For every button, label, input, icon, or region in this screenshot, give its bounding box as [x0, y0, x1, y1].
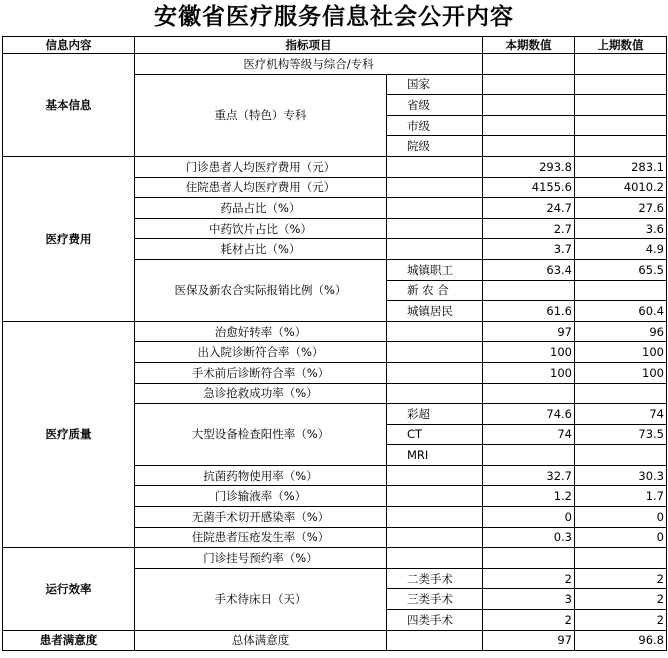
disclosure-table — [2, 36, 667, 651]
sub-item: 二类手术 — [387, 568, 483, 589]
current-value: 0 — [483, 507, 575, 528]
previous-value — [575, 280, 667, 301]
specialty-level: 院级 — [387, 136, 483, 157]
page-title: 安徽省医疗服务信息社会公开内容 — [154, 3, 514, 30]
current-value: 97 — [483, 321, 575, 342]
hospital-level: 医疗机构等级与综合/专科 — [135, 54, 483, 75]
current-value: 97 — [483, 630, 575, 651]
previous-value: 4010.2 — [575, 177, 667, 198]
sub-item: MRI — [387, 445, 483, 466]
current-value: 3 — [483, 589, 575, 610]
indicator-name: 急诊抢救成功率（%） — [135, 383, 387, 404]
header-indicator: 指标项目 — [135, 37, 483, 54]
current-value — [483, 280, 575, 301]
previous-value: 96.8 — [575, 630, 667, 651]
previous-value: 283.1 — [575, 156, 667, 177]
header-previous: 上期数值 — [575, 37, 667, 54]
table-row — [3, 54, 667, 75]
previous-value: 0 — [575, 527, 667, 548]
indicator-name: 手术前后诊断符合率（%） — [135, 362, 387, 383]
table-row — [3, 321, 667, 342]
indicator-name: 治愈好转率（%） — [135, 321, 387, 342]
sub-item: CT — [387, 424, 483, 445]
indicator-name: 中药饮片占比（%） — [135, 218, 387, 239]
sub-item: 新 农 合 — [387, 280, 483, 301]
specialty-level: 市级 — [387, 115, 483, 136]
current-value: 61.6 — [483, 301, 575, 322]
specialty-level: 国家 — [387, 74, 483, 95]
indicator-name: 耗材占比（%） — [135, 239, 387, 260]
current-value: 74.6 — [483, 404, 575, 425]
current-value: 1.2 — [483, 486, 575, 507]
specialty-level: 省级 — [387, 95, 483, 116]
current-value: 2.7 — [483, 218, 575, 239]
current-value: 32.7 — [483, 465, 575, 486]
previous-value: 4.9 — [575, 239, 667, 260]
indicator-name: 无菌手术切开感染率（%） — [135, 507, 387, 528]
current-value: 74 — [483, 424, 575, 445]
current-value: 3.7 — [483, 239, 575, 260]
current-value — [483, 383, 575, 404]
current-value: 2 — [483, 610, 575, 631]
previous-value — [575, 548, 667, 569]
category-quality: 医疗质量 — [3, 321, 135, 548]
previous-value: 30.3 — [575, 465, 667, 486]
previous-value: 100 — [575, 362, 667, 383]
current-value — [483, 548, 575, 569]
indicator-name: 总体满意度 — [135, 630, 387, 651]
previous-value: 3.6 — [575, 218, 667, 239]
sub-item: 三类手术 — [387, 589, 483, 610]
table-header-row — [3, 37, 667, 54]
indicator-name: 住院患者人均医疗费用（元） — [135, 177, 387, 198]
current-value: 63.4 — [483, 259, 575, 280]
previous-value: 96 — [575, 321, 667, 342]
current-value: 0.3 — [483, 527, 575, 548]
previous-value: 1.7 — [575, 486, 667, 507]
previous-value: 65.5 — [575, 259, 667, 280]
current-value — [483, 445, 575, 466]
category-satisfaction: 患者满意度 — [3, 630, 135, 651]
table-row — [3, 630, 667, 651]
current-value: 293.8 — [483, 156, 575, 177]
indicator-name: 门诊患者人均医疗费用（元） — [135, 156, 387, 177]
sub-item: 城镇职工 — [387, 259, 483, 280]
current-value: 100 — [483, 342, 575, 363]
previous-value: 2 — [575, 589, 667, 610]
indicator-name: 门诊挂号预约率（%） — [135, 548, 387, 569]
header-info: 信息内容 — [3, 37, 135, 54]
indicator-name: 出入院诊断符合率（%） — [135, 342, 387, 363]
previous-value: 74 — [575, 404, 667, 425]
previous-value: 73.5 — [575, 424, 667, 445]
category-basic: 基本信息 — [3, 54, 135, 157]
indicator-name: 门诊输液率（%） — [135, 486, 387, 507]
indicator-name: 药品占比（%） — [135, 198, 387, 219]
current-value: 2 — [483, 568, 575, 589]
previous-value: 2 — [575, 610, 667, 631]
key-specialty: 重点（特色）专科 — [135, 74, 387, 156]
current-value: 24.7 — [483, 198, 575, 219]
previous-value: 60.4 — [575, 301, 667, 322]
category-efficiency: 运行效率 — [3, 548, 135, 630]
table-row — [3, 548, 667, 569]
previous-value — [575, 445, 667, 466]
previous-value: 100 — [575, 342, 667, 363]
header-current: 本期数值 — [483, 37, 575, 54]
equipment-positive-rate: 大型设备检查阳性率（%） — [135, 404, 387, 466]
indicator-name: 住院患者压疮发生率（%） — [135, 527, 387, 548]
previous-value: 27.6 — [575, 198, 667, 219]
previous-value: 0 — [575, 507, 667, 528]
reimbursement-ratio: 医保及新农合实际报销比例（%） — [135, 259, 387, 321]
category-cost: 医疗费用 — [3, 156, 135, 321]
sub-item: 城镇居民 — [387, 301, 483, 322]
previous-value — [575, 383, 667, 404]
sub-item: 四类手术 — [387, 610, 483, 631]
current-value: 4155.6 — [483, 177, 575, 198]
surgery-wait-days: 手术待床日（天） — [135, 568, 387, 630]
sub-item: 彩超 — [387, 404, 483, 425]
table-row — [3, 156, 667, 177]
indicator-name: 抗菌药物使用率（%） — [135, 465, 387, 486]
current-value: 100 — [483, 362, 575, 383]
previous-value: 2 — [575, 568, 667, 589]
